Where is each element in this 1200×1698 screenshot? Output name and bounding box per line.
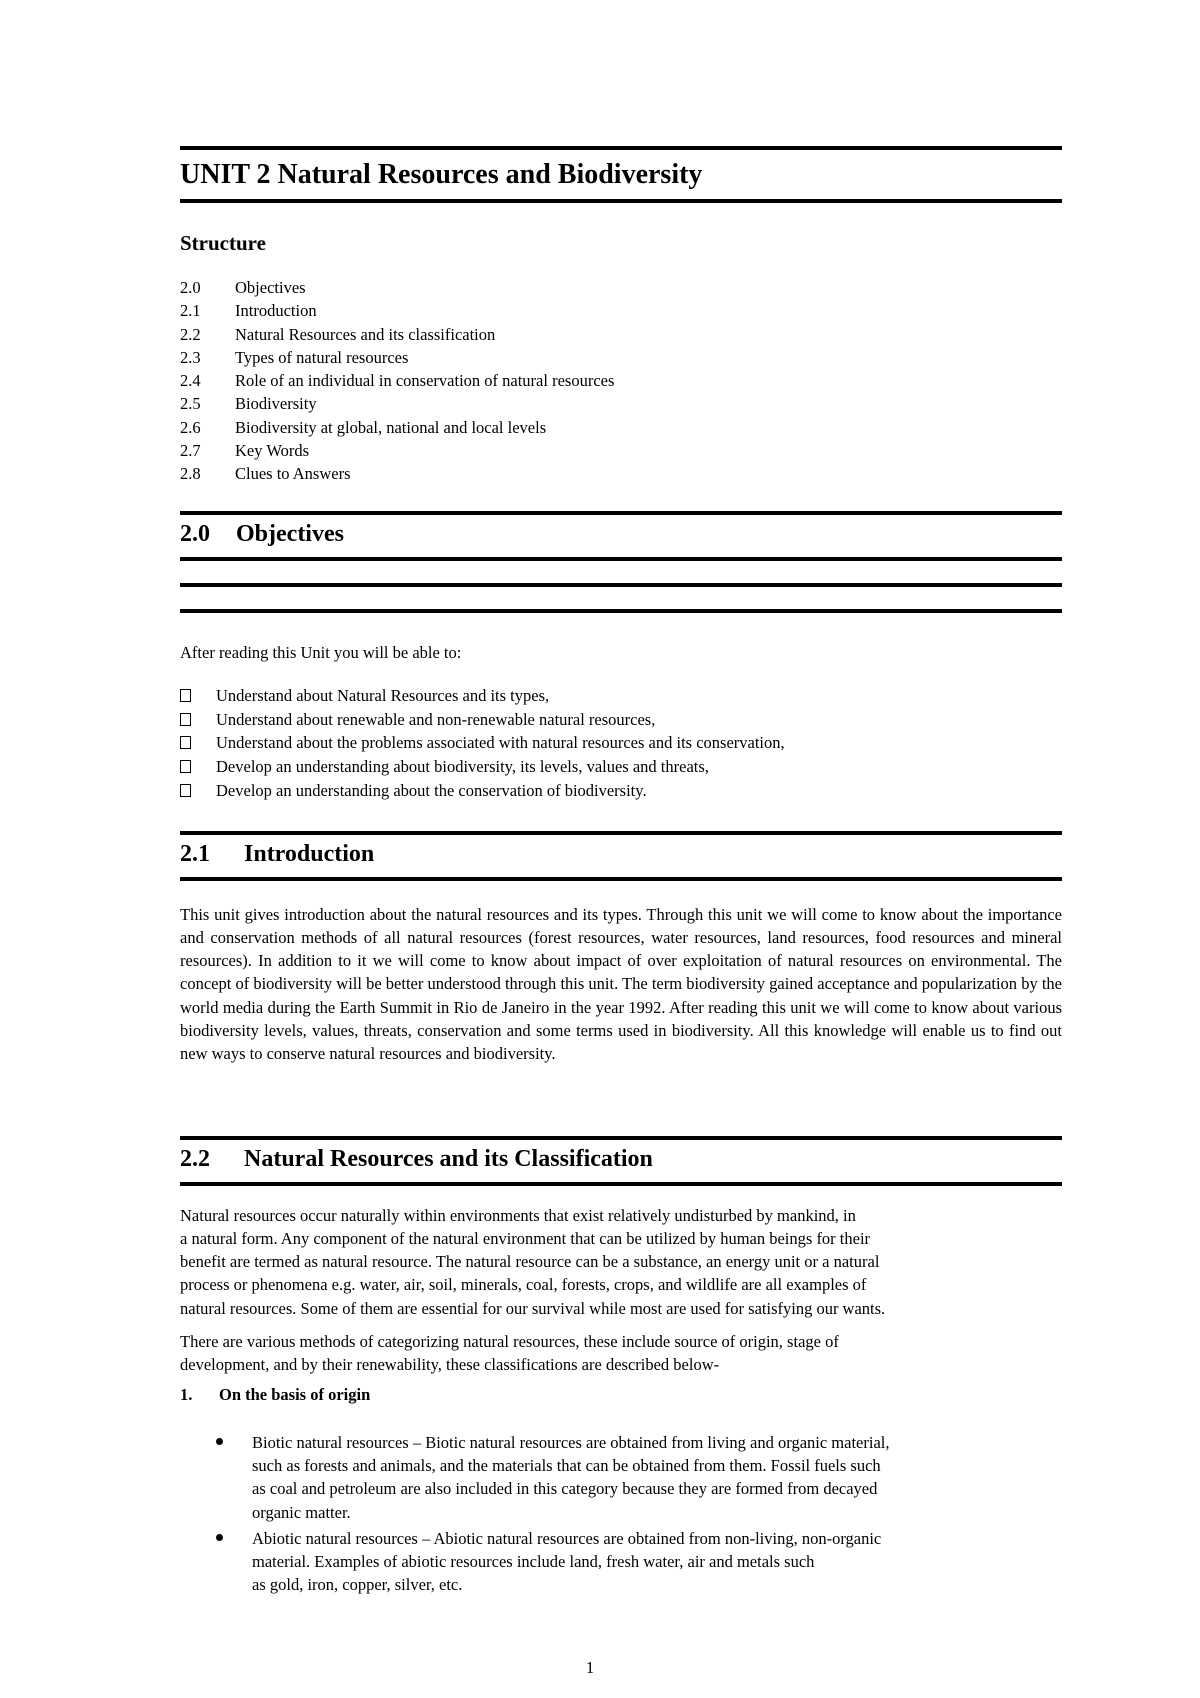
subheading-number: 1.: [180, 1384, 193, 1404]
text-line: benefit are termed as natural resource. The natural resource can be a substance, an energy unit or a natural: [180, 1252, 880, 1272]
toc-item-label: Types of natural resources: [235, 347, 409, 367]
checkbox-glyph-icon: [180, 779, 216, 803]
section-number: 2.2: [180, 1146, 210, 1172]
toc-item-number: 2.3: [180, 347, 201, 367]
bullet-item: [180, 1431, 1062, 1524]
objectives-section: [180, 511, 1062, 803]
toc-item-number: 2.4: [180, 371, 201, 391]
table-of-contents: [180, 276, 1062, 486]
toc-item-label: Objectives: [235, 278, 306, 297]
classification-section: [180, 1136, 1062, 1600]
section-heading: [180, 1146, 1062, 1174]
toc-item-label: Biodiversity at global, national and local levels: [235, 417, 547, 437]
divider: [180, 1182, 1062, 1186]
text-line: development, and by their renewability, these classifications are described below-: [180, 1355, 720, 1375]
text-line: organic matter.: [252, 1502, 351, 1522]
introduction-paragraph: This unit gives introduction about the natural resources and its types. Through this unit we will come to know about the importance and conservation methods of all natural resources (forest resources, water resources, land resources, food resources and mineral resources). In addition to it we will come to know about impact of over exploitation of natural resources on environmental. The concept of biodiversity will be better understood through this unit. The term biodiversity gained acceptance and popularization by the world media during the Earth Summit in Rio de Janeiro in the year 1992. After reading this unit we will come to know about various biodiversity levels, values, threats, conservation and some terms used in biodiversity. All this knowledge will enable us to find out new ways to conserve natural resources and biodiversity.: [180, 904, 1062, 1064]
objective-text: Understand about Natural Resources and its types,: [216, 685, 550, 705]
text-line: such as forests and animals, and the materials that can be obtained from them. Fossil fuels such: [252, 1455, 881, 1475]
objective-item: [180, 755, 1062, 779]
objectives-list: [180, 684, 1062, 803]
classification-paragraph-1: [180, 1204, 1062, 1320]
toc-item: [180, 439, 1062, 462]
objectives-intro: After reading this Unit you will be able to:: [180, 642, 462, 662]
toc-item: [180, 369, 1062, 392]
section-number: 2.1: [180, 841, 210, 867]
objective-item: [180, 708, 1062, 732]
toc-item-label: Natural Resources and its classification: [235, 324, 496, 344]
toc-item-label: Introduction: [235, 301, 317, 321]
divider: [180, 511, 1062, 515]
bullet-text: [252, 1527, 1062, 1597]
origin-bullets: [180, 1431, 1062, 1597]
objective-text: Understand about the problems associated with natural resources and its conservation,: [216, 733, 785, 753]
text-line: Natural resources occur naturally within environments that exist relatively undisturbed by mankind, in: [180, 1205, 856, 1225]
toc-item-label: Key Words: [235, 441, 309, 461]
toc-item-number: 2.6: [180, 417, 201, 437]
toc-item: [180, 462, 1062, 485]
divider: [180, 146, 1062, 150]
introduction-section: [180, 831, 1062, 1066]
divider: [180, 877, 1062, 881]
checkbox-glyph-icon: [180, 708, 216, 732]
text-line: There are various methods of categorizing natural resources, these include source of origin, stage of: [180, 1332, 839, 1352]
structure-section: [180, 211, 1062, 486]
toc-item: [180, 346, 1062, 369]
toc-item: [180, 276, 1062, 299]
divider: [180, 583, 1062, 587]
section-heading: [180, 521, 1062, 549]
toc-item-label: Role of an individual in conservation of natural resources: [235, 371, 615, 391]
toc-item-label: Biodiversity: [235, 394, 317, 414]
bullet-item: [180, 1527, 1062, 1597]
section-number: 2.0: [180, 521, 210, 547]
text-line: material. Examples of abiotic resources include land, fresh water, air and metals such: [252, 1552, 815, 1572]
section-title: Introduction: [244, 841, 375, 867]
classification-paragraph-2: [180, 1330, 1062, 1377]
objective-item: [180, 684, 1062, 708]
toc-item: [180, 323, 1062, 346]
bullet-icon: [180, 1527, 252, 1597]
toc-item-number: 2.5: [180, 394, 201, 414]
objective-item: [180, 779, 1062, 803]
text-line: as gold, iron, copper, silver, etc.: [252, 1575, 463, 1595]
divider: [180, 199, 1062, 203]
checkbox-glyph-icon: [180, 755, 216, 779]
toc-item: [180, 299, 1062, 322]
objective-text: Understand about renewable and non-renewable natural resources,: [216, 709, 656, 729]
structure-title: Structure: [180, 231, 266, 255]
text-line: natural resources. Some of them are essential for our survival while most are used for satisfying our wants.: [180, 1298, 886, 1318]
toc-item-label: Clues to Answers: [235, 464, 351, 484]
section-title: Objectives: [236, 521, 344, 547]
toc-item-number: 2.2: [180, 324, 201, 344]
objective-text: Develop an understanding about the conservation of biodiversity.: [216, 781, 647, 801]
toc-item: [180, 416, 1062, 439]
section-heading: [180, 841, 1062, 869]
section-title: Natural Resources and its Classification: [244, 1146, 653, 1172]
text-line: process or phenomena e.g. water, air, soil, minerals, coal, forests, crops, and wildlife are all examples of: [180, 1275, 867, 1295]
text-line: Abiotic natural resources – Abiotic natural resources are obtained from non-living, non-organic: [252, 1528, 882, 1548]
objective-item: [180, 731, 1062, 755]
toc-item-number: 2.1: [180, 301, 201, 321]
toc-item: [180, 392, 1062, 415]
toc-item-number: 2.8: [180, 464, 201, 484]
toc-item-number: 2.7: [180, 441, 201, 461]
objective-text: Develop an understanding about biodiversity, its levels, values and threats,: [216, 757, 709, 777]
divider: [180, 557, 1062, 561]
bullet-icon: [180, 1431, 252, 1524]
unit-title: UNIT 2 Natural Resources and Biodiversity: [180, 159, 703, 190]
checkbox-glyph-icon: [180, 731, 216, 755]
checkbox-glyph-icon: [180, 684, 216, 708]
divider: [180, 831, 1062, 835]
unit-title-block: [180, 146, 1062, 203]
divider: [180, 609, 1062, 613]
text-line: Biotic natural resources – Biotic natural resources are obtained from living and organic material,: [252, 1432, 890, 1452]
bullet-text: [252, 1431, 1062, 1524]
page-number: 1: [585, 1658, 595, 1677]
text-line: as coal and petroleum are also included in this category because they are formed from decayed: [252, 1479, 878, 1499]
subheading-title: On the basis of origin: [219, 1384, 371, 1404]
subheading: [180, 1385, 1062, 1405]
toc-item-number: 2.0: [180, 278, 201, 297]
divider: [180, 1136, 1062, 1140]
text-line: a natural form. Any component of the natural environment that can be utilized by human beings for their: [180, 1228, 871, 1248]
